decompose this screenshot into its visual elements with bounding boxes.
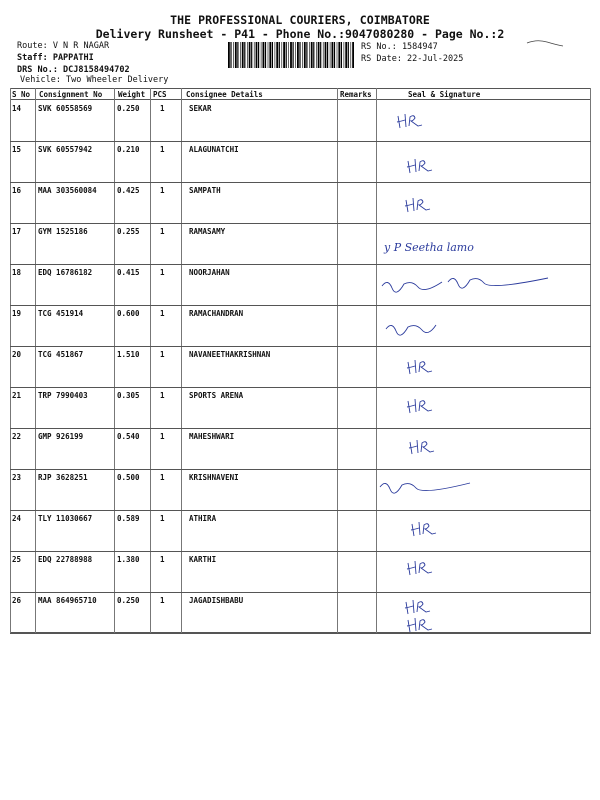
cell-consignee: MAHESHWARI [189, 432, 235, 441]
vehicle-label: Vehicle: Two Wheeler Delivery [20, 75, 169, 85]
cell-weight: 0.500 [117, 473, 140, 482]
cell-consignee: RAMASAMY [189, 227, 226, 236]
cell-consignee: RAMACHANDRAN [189, 309, 244, 318]
cell-pcs: 1 [160, 268, 165, 277]
table-row [10, 510, 591, 551]
barcode-image [228, 42, 354, 68]
cell-weight: 0.600 [117, 309, 140, 318]
cell-sno: 22 [12, 432, 22, 441]
cell-consignment: TCG 451914 [38, 309, 84, 318]
cell-sno: 24 [12, 514, 22, 523]
row-divider [10, 346, 591, 347]
cell-weight: 0.210 [117, 145, 140, 154]
row-divider [10, 469, 591, 470]
cell-weight: 0.255 [117, 227, 140, 236]
cell-pcs: 1 [160, 555, 165, 564]
table-row [10, 387, 591, 428]
cell-pcs: 1 [160, 350, 165, 359]
cell-pcs: 1 [160, 309, 165, 318]
signature-mark [378, 469, 588, 510]
col-header-remarks: Remarks [340, 90, 372, 99]
table-row [10, 592, 591, 633]
runsheet-subtitle: Delivery Runsheet - P41 - Phone No.:9047080280 - Page No.:2 [95, 27, 505, 41]
row-divider [10, 387, 591, 388]
cell-sno: 16 [12, 186, 22, 195]
row-divider [10, 633, 591, 634]
row-divider [10, 182, 591, 183]
cell-sno: 17 [12, 227, 22, 236]
cell-consignment: MAA 864965710 [38, 596, 97, 605]
col-header-seal-signature: Seal & Signature [408, 90, 481, 99]
cell-consignment: TCG 451867 [38, 350, 84, 359]
signature-mark [378, 346, 588, 387]
row-divider [10, 264, 591, 265]
cell-weight: 0.305 [117, 391, 140, 400]
cell-sno: 25 [12, 555, 22, 564]
cell-sno: 15 [12, 145, 22, 154]
cell-consignee: SEKAR [189, 104, 212, 113]
cell-pcs: 1 [160, 145, 165, 154]
table-row [10, 551, 591, 592]
cell-weight: 0.425 [117, 186, 140, 195]
cell-consignment: SVK 60557942 [38, 145, 93, 154]
cell-pcs: 1 [160, 473, 165, 482]
cell-sno: 23 [12, 473, 22, 482]
cell-consignment: EDQ 16786182 [38, 268, 93, 277]
cell-pcs: 1 [160, 514, 165, 523]
signature-mark [378, 182, 588, 223]
row-divider [10, 592, 591, 593]
col-header-pcs: PCS [153, 90, 167, 99]
cell-consignment: GMP 926199 [38, 432, 84, 441]
signature-mark [378, 141, 588, 182]
pen-mark [525, 36, 565, 50]
rs-date: RS Date: 22-Jul-2025 [361, 54, 464, 64]
cell-weight: 1.380 [117, 555, 140, 564]
cell-weight: 0.415 [117, 268, 140, 277]
cell-weight: 0.540 [117, 432, 140, 441]
cell-sno: 20 [12, 350, 22, 359]
row-divider [10, 510, 591, 511]
cell-consignee: JAGADISHBABU [189, 596, 244, 605]
cell-consignee: ATHIRA [189, 514, 217, 523]
cell-weight: 0.589 [117, 514, 140, 523]
cell-sno: 21 [12, 391, 22, 400]
cell-consignee: ALAGUNATCHI [189, 145, 239, 154]
cell-consignment: TRP 7990403 [38, 391, 88, 400]
cell-consignee: NAVANEETHAKRISHNAN [189, 350, 271, 359]
cell-consignee: SPORTS ARENA [189, 391, 244, 400]
table-row [10, 223, 591, 264]
row-divider [10, 305, 591, 306]
table-row [10, 428, 591, 469]
signature-mark [378, 592, 588, 633]
cell-consignment: TLY 11030667 [38, 514, 93, 523]
staff-label: Staff: PAPPATHI [17, 53, 94, 63]
cell-weight: 0.250 [117, 596, 140, 605]
cell-pcs: 1 [160, 227, 165, 236]
cell-pcs: 1 [160, 104, 165, 113]
signature-mark [378, 305, 588, 346]
cell-pcs: 1 [160, 186, 165, 195]
col-header-consignee: Consignee Details [186, 90, 263, 99]
cell-pcs: 1 [160, 391, 165, 400]
cell-weight: 1.510 [117, 350, 140, 359]
cell-consignment: MAA 303560084 [38, 186, 97, 195]
cell-consignment: GYM 1525186 [38, 227, 88, 236]
cell-consignee: KRISHNAVENI [189, 473, 239, 482]
table-row [10, 141, 591, 182]
table-row [10, 264, 591, 305]
cell-pcs: 1 [160, 432, 165, 441]
route-label: Route: V N R NAGAR [17, 41, 110, 51]
col-header-weight: Weight [118, 90, 146, 99]
col-header-sno: S No [12, 90, 31, 99]
signature-mark [378, 223, 588, 264]
table-row [10, 100, 591, 141]
signature-mark [378, 510, 588, 551]
cell-consignee: NOORJAHAN [189, 268, 230, 277]
signature-mark [378, 264, 588, 305]
cell-pcs: 1 [160, 596, 165, 605]
table-row [10, 469, 591, 510]
row-divider [10, 141, 591, 142]
signature-mark [378, 428, 588, 469]
row-divider [10, 428, 591, 429]
cell-consignee: SAMPATH [189, 186, 221, 195]
cell-consignment: RJP 3628251 [38, 473, 88, 482]
table-row [10, 305, 591, 346]
cell-consignment: SVK 60558569 [38, 104, 93, 113]
row-divider [10, 223, 591, 224]
table-row [10, 182, 591, 223]
cell-sno: 19 [12, 309, 22, 318]
col-header-consignment: Consignment No [39, 90, 103, 99]
signature-mark [378, 387, 588, 428]
signature-mark [378, 100, 588, 141]
cell-sno: 26 [12, 596, 22, 605]
drs-number: DRS No.: DCJ8158494702 [17, 65, 130, 75]
row-divider [10, 551, 591, 552]
svg-text:y P Seetha lamo: y P Seetha lamo [384, 241, 474, 254]
company-title: THE PROFESSIONAL COURIERS, COIMBATORE [170, 13, 430, 27]
cell-sno: 14 [12, 104, 22, 113]
cell-consignee: KARTHI [189, 555, 217, 564]
runsheet-table [10, 88, 591, 633]
rs-number: RS No.: 1584947 [361, 42, 438, 52]
signature-mark [378, 551, 588, 592]
cell-consignment: EDQ 22788988 [38, 555, 93, 564]
table-row [10, 346, 591, 387]
cell-sno: 18 [12, 268, 22, 277]
cell-weight: 0.250 [117, 104, 140, 113]
